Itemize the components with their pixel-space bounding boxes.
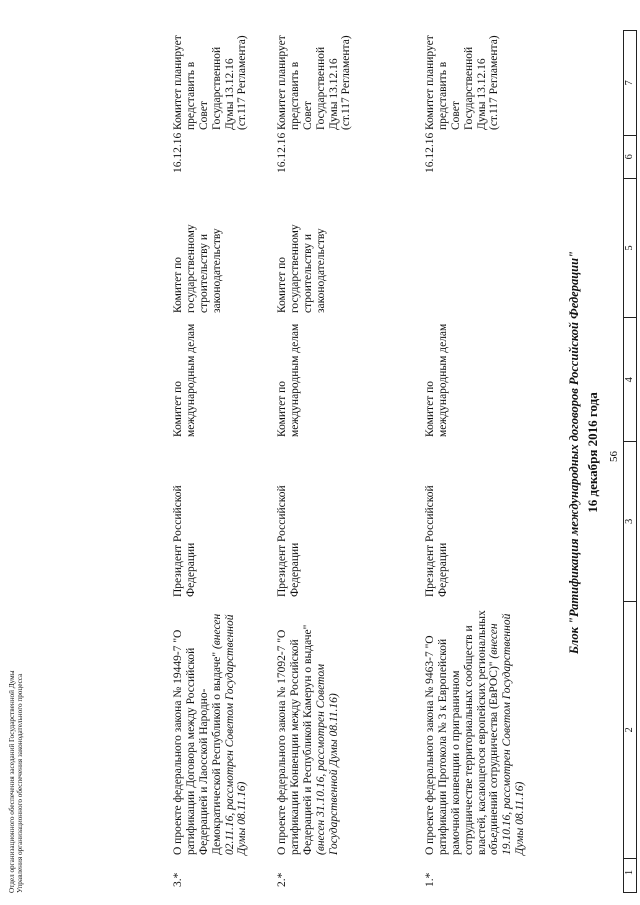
- co-committee: [424, 177, 527, 317]
- review-date: 16.12.16: [276, 132, 288, 173]
- bill-note: (внесен 19.10.16, рассмотрен Советом Государственной Думы 08.11.16): [488, 613, 527, 855]
- lead-committee: Комитет по международным делам: [424, 323, 449, 437]
- bill-title: О проекте федерального закона № 19449-7 "О ратификации Договора между Российской Федерацией и Лаосской Народно-Демократической Республикой о выдаче": [172, 629, 223, 855]
- bill-note: (внесен 31.10.16, рассмотрен Советом Государственной Думы 08.11.16): [314, 663, 340, 855]
- column-header-6: 6: [624, 135, 636, 178]
- co-committee: Комитет по государственному строительству и законодательству: [172, 224, 223, 313]
- bill-title: О проекте федерального закона № 17092-7 "О ратификации Конвенции между Российской Федерацией и Республикой Камерун о выдаче": [276, 624, 314, 855]
- column-header-1: 1: [624, 858, 636, 892]
- review-date: 16.12.16: [172, 132, 184, 173]
- initiator: Президент Российской Федерации: [276, 485, 301, 597]
- bill-note: (внесен 02.11.16, рассмотрен Советом Государственной Думы 08.11.16): [210, 613, 249, 855]
- table-row: [424, 30, 527, 893]
- block-title: Блок "Ратификация международных договоров Российской Федерации": [567, 251, 581, 655]
- column-header-5: 5: [624, 178, 636, 318]
- date-heading: 16 декабря 2016 года: [585, 392, 600, 513]
- review-date: 16.12.16: [424, 132, 436, 173]
- bill-description: [276, 601, 353, 859]
- footer-line-1: Отдел организационного обеспечения заседаний Государственной Думы: [8, 670, 16, 893]
- lead-committee: Комитет по международным делам: [276, 323, 301, 437]
- table-row: [276, 30, 353, 893]
- column-header-4: 4: [624, 317, 636, 441]
- bill-title: О проекте федерального закона № 9463-7 "О ратификации Протокола № 3 к Европейской рамочной конвенции о приграничном сотрудничестве территориальных сообществ и властей, касающегося европейских региональных объединений сотрудничества (ЕвРОС)": [424, 610, 501, 855]
- column-header-row: [623, 30, 637, 893]
- initiator: Президент Российской Федерации: [424, 485, 449, 597]
- status-text: Комитет планирует представить в Совет Государственной Думы 13.12.16 (ст.117 Регламента): [172, 35, 249, 130]
- row-number: 3.*: [172, 872, 184, 887]
- column-header-2: 2: [624, 601, 636, 858]
- co-committee: Комитет по государственному строительству и законодательству: [276, 224, 327, 313]
- table-row: [172, 30, 249, 893]
- footer: [8, 670, 25, 893]
- status-text: Комитет планирует представить в Совет Государственной Думы 13.12.16 (ст.117 Регламента): [276, 35, 353, 130]
- status-text: Комитет планирует представить в Совет Государственной Думы 13.12.16 (ст.117 Регламента): [424, 35, 501, 130]
- initiator: Президент Российской Федерации: [172, 485, 197, 597]
- column-header-3: 3: [624, 441, 636, 601]
- column-header-7: 7: [624, 80, 635, 86]
- bill-description: [424, 601, 527, 859]
- bill-description: [172, 601, 249, 859]
- page-number: 56: [608, 451, 620, 462]
- row-number: 1.*: [424, 872, 436, 887]
- lead-committee: Комитет по международным делам: [172, 323, 197, 437]
- row-number: 2.*: [276, 872, 288, 887]
- footer-line-2: Управления организационного обеспечения законодательного процесса: [16, 673, 25, 893]
